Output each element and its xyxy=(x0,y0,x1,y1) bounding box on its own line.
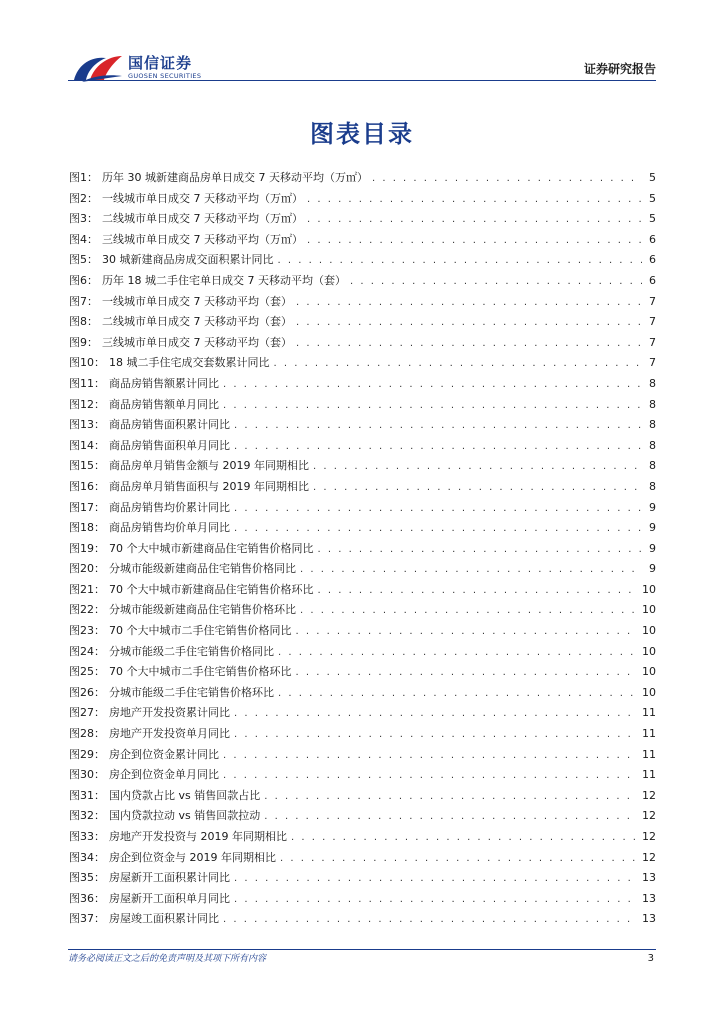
toc-entry-title: 二线城市单日成交 7 天移动平均（万㎡） xyxy=(102,212,303,226)
toc-entry-number: 图13： xyxy=(69,418,105,432)
toc-entry-title: 商品房销售均价累计同比 xyxy=(109,500,230,514)
toc-entry-page: 12 xyxy=(642,788,656,802)
toc-leader-dots xyxy=(307,210,642,231)
toc-entry[interactable] xyxy=(69,621,656,642)
toc-leader-dots xyxy=(264,787,638,808)
toc-entry[interactable] xyxy=(69,477,656,498)
toc-entry-page: 9 xyxy=(649,521,656,535)
toc-entry[interactable] xyxy=(69,642,656,663)
toc-entry-number: 图16： xyxy=(69,479,105,493)
toc-entry[interactable] xyxy=(69,209,656,230)
toc-entry-number: 图8： xyxy=(69,315,98,329)
toc-entry-number: 图22： xyxy=(69,603,105,617)
toc-entry[interactable] xyxy=(69,745,656,766)
toc-entry[interactable] xyxy=(69,848,656,869)
toc-entry[interactable] xyxy=(69,271,656,292)
toc-entry[interactable] xyxy=(69,374,656,395)
toc-entry-page: 8 xyxy=(649,479,656,493)
toc-entry-page: 9 xyxy=(649,500,656,514)
toc-entry-page: 9 xyxy=(649,541,656,555)
toc-entry[interactable] xyxy=(69,868,656,889)
toc-entry-page: 7 xyxy=(649,356,656,370)
toc-entry-title: 房地产开发投资单月同比 xyxy=(109,727,230,741)
toc-entry-page: 10 xyxy=(642,624,656,638)
toc-entry-page: 11 xyxy=(642,706,656,720)
toc-entry-number: 图34： xyxy=(69,850,105,864)
toc-leader-dots xyxy=(234,499,642,520)
toc-entry-title: 国内贷款拉动 vs 销售回款拉动 xyxy=(109,809,261,823)
toc-entry-title: 房地产开发投资与 2019 年同期相比 xyxy=(109,830,287,843)
toc-entry-number: 图12： xyxy=(69,397,105,411)
toc-entry-title: 二线城市单日成交 7 天移动平均（套） xyxy=(102,315,292,329)
toc-entry[interactable] xyxy=(69,786,656,807)
toc-leader-dots xyxy=(223,396,642,417)
toc-entry-title: 商品房销售额累计同比 xyxy=(109,376,219,390)
toc-entry-title: 房屋竣工面积累计同比 xyxy=(109,912,219,926)
toc-leader-dots xyxy=(296,622,639,643)
toc-entry-page: 12 xyxy=(642,809,656,823)
header-divider xyxy=(68,80,656,81)
toc-entry-page: 10 xyxy=(642,644,656,658)
toc-entry[interactable] xyxy=(69,312,656,333)
toc-entry-page: 8 xyxy=(649,397,656,411)
toc-entry-number: 图30： xyxy=(69,768,105,782)
toc-entry-page: 13 xyxy=(642,891,656,905)
toc-entry-page: 11 xyxy=(642,747,656,761)
toc-entry[interactable] xyxy=(69,559,656,580)
toc-leader-dots xyxy=(296,663,639,684)
toc-entry-number: 图15： xyxy=(69,459,105,473)
toc-entry[interactable] xyxy=(69,498,656,519)
page-header xyxy=(0,0,724,90)
toc-leader-dots xyxy=(318,540,643,561)
toc-entry[interactable] xyxy=(69,518,656,539)
toc-leader-dots xyxy=(313,457,642,478)
toc-entry-title: 商品房单月销售金额与 2019 年同期相比 xyxy=(109,459,309,473)
figure-list xyxy=(69,168,656,930)
toc-entry[interactable] xyxy=(69,889,656,910)
toc-entry-number: 图36： xyxy=(69,891,105,905)
toc-entry-number: 图19： xyxy=(69,541,105,555)
toc-entry-number: 图3： xyxy=(69,212,98,226)
toc-entry[interactable] xyxy=(69,909,656,930)
toc-leader-dots xyxy=(234,725,638,746)
toc-entry-number: 图25： xyxy=(69,665,105,679)
toc-entry-page: 6 xyxy=(649,232,656,246)
toc-entry-page: 9 xyxy=(649,562,656,576)
toc-entry-number: 图27： xyxy=(69,706,105,720)
toc-entry[interactable] xyxy=(69,456,656,477)
toc-entry-number: 图29： xyxy=(69,747,105,761)
toc-entry-title: 历年 30 城新建商品房单日成交 7 天移动平均（万㎡） xyxy=(102,171,368,184)
toc-entry-page: 8 xyxy=(649,438,656,452)
toc-entry-title: 18 城二手住宅成交套数累计同比 xyxy=(109,356,270,370)
toc-entry-page: 7 xyxy=(649,294,656,308)
toc-entry-number: 图33： xyxy=(69,830,105,843)
toc-leader-dots xyxy=(300,560,642,581)
toc-entry[interactable] xyxy=(69,230,656,251)
toc-leader-dots xyxy=(278,684,638,705)
report-type-label: 证券研究报告 xyxy=(583,62,656,76)
toc-entry-number: 图28： xyxy=(69,727,105,741)
toc-entry-title: 房企到位资金单月同比 xyxy=(109,768,219,782)
toc-entry-number: 图32： xyxy=(69,809,105,823)
logo-chinese-name: 国信证券 xyxy=(128,54,193,72)
toc-leader-dots xyxy=(234,437,642,458)
toc-entry[interactable] xyxy=(69,353,656,374)
toc-entry-number: 图14： xyxy=(69,438,105,452)
toc-entry-page: 8 xyxy=(649,376,656,390)
toc-entry[interactable] xyxy=(69,806,656,827)
toc-leader-dots xyxy=(278,251,643,272)
toc-entry-number: 图11： xyxy=(69,376,105,390)
toc-leader-dots xyxy=(223,910,638,931)
toc-entry[interactable] xyxy=(69,436,656,457)
toc-leader-dots xyxy=(300,601,638,622)
toc-entry-page: 12 xyxy=(642,850,656,864)
toc-entry-number: 图26： xyxy=(69,685,105,699)
toc-entry-page: 13 xyxy=(642,871,656,885)
page-title: 图表目录 xyxy=(310,120,414,148)
toc-entry[interactable] xyxy=(69,580,656,601)
toc-entry-title: 三线城市单日成交 7 天移动平均（套） xyxy=(102,335,292,349)
toc-entry-title: 国内贷款占比 vs 销售回款占比 xyxy=(109,788,261,802)
toc-entry-number: 图5： xyxy=(69,253,98,267)
toc-entry-number: 图21： xyxy=(69,582,105,596)
guosen-logo-icon xyxy=(72,50,124,84)
toc-entry-page: 13 xyxy=(642,912,656,926)
toc-entry-title: 商品房销售面积单月同比 xyxy=(109,438,230,452)
toc-entry[interactable] xyxy=(69,765,656,786)
toc-leader-dots xyxy=(264,807,638,828)
toc-entry-page: 6 xyxy=(649,273,656,287)
toc-entry-title: 70 个大中城市二手住宅销售价格同比 xyxy=(109,624,292,638)
toc-entry-page: 12 xyxy=(642,830,656,843)
toc-entry-number: 图17： xyxy=(69,500,105,514)
toc-entry-number: 图18： xyxy=(69,521,105,535)
toc-leader-dots xyxy=(223,375,642,396)
toc-entry[interactable] xyxy=(69,395,656,416)
toc-entry-title: 三线城市单日成交 7 天移动平均（万㎡） xyxy=(102,232,303,246)
toc-leader-dots xyxy=(296,313,642,334)
toc-leader-dots xyxy=(307,190,642,211)
toc-entry-number: 图6： xyxy=(69,273,98,287)
toc-entry-page: 5 xyxy=(649,171,656,184)
toc-entry-number: 图7： xyxy=(69,294,98,308)
toc-entry-page: 11 xyxy=(642,727,656,741)
toc-entry-page: 8 xyxy=(649,418,656,432)
toc-entry-page: 11 xyxy=(642,768,656,782)
toc-leader-dots xyxy=(274,354,643,375)
toc-leader-dots xyxy=(291,828,638,849)
toc-leader-dots xyxy=(307,231,642,252)
toc-entry-title: 商品房销售额单月同比 xyxy=(109,397,219,411)
toc-leader-dots xyxy=(234,704,638,725)
toc-entry-title: 70 个大中城市新建商品住宅销售价格环比 xyxy=(109,582,314,596)
toc-entry-page: 7 xyxy=(649,315,656,329)
toc-leader-dots xyxy=(350,272,642,293)
toc-entry-title: 商品房销售面积累计同比 xyxy=(109,418,230,432)
toc-entry-title: 房地产开发投资累计同比 xyxy=(109,706,230,720)
toc-entry[interactable] xyxy=(69,189,656,210)
toc-entry[interactable] xyxy=(69,662,656,683)
toc-entry[interactable] xyxy=(69,333,656,354)
toc-entry-number: 图1： xyxy=(69,171,98,184)
toc-entry-page: 10 xyxy=(642,665,656,679)
toc-entry-page: 6 xyxy=(649,253,656,267)
toc-leader-dots xyxy=(223,766,638,787)
toc-entry-title: 房屋新开工面积单月同比 xyxy=(109,891,230,905)
toc-leader-dots xyxy=(223,746,638,767)
toc-entry-number: 图4： xyxy=(69,232,98,246)
toc-entry-number: 图9： xyxy=(69,335,98,349)
toc-entry-title: 30 城新建商品房成交面积累计同比 xyxy=(102,253,274,267)
toc-entry[interactable] xyxy=(69,827,656,848)
toc-leader-dots xyxy=(234,869,638,890)
toc-entry-page: 5 xyxy=(649,212,656,226)
toc-entry-title: 分城市能级二手住宅销售价格同比 xyxy=(109,644,274,658)
toc-entry-page: 5 xyxy=(649,191,656,205)
toc-entry-number: 图24： xyxy=(69,644,105,658)
toc-entry-number: 图31： xyxy=(69,788,105,802)
toc-entry-number: 图37： xyxy=(69,912,105,926)
toc-entry-page: 10 xyxy=(642,582,656,596)
toc-leader-dots xyxy=(318,581,639,602)
toc-entry-number: 图20： xyxy=(69,562,105,576)
toc-leader-dots xyxy=(234,416,642,437)
toc-entry-title: 商品房销售均价单月同比 xyxy=(109,521,230,535)
toc-entry-title: 历年 18 城二手住宅单日成交 7 天移动平均（套） xyxy=(102,273,346,287)
toc-entry-title: 70 个大中城市二手住宅销售价格环比 xyxy=(109,665,292,679)
toc-entry[interactable] xyxy=(69,168,656,189)
toc-leader-dots xyxy=(278,643,638,664)
logo-english-name: GUOSEN SECURITIES xyxy=(128,72,202,80)
toc-entry-page: 10 xyxy=(642,685,656,699)
toc-leader-dots xyxy=(280,849,638,870)
page-number: 3 xyxy=(647,953,654,964)
toc-entry-title: 房屋新开工面积累计同比 xyxy=(109,871,230,885)
toc-entry-number: 图23： xyxy=(69,624,105,638)
toc-entry-number: 图10： xyxy=(69,356,105,370)
toc-entry-title: 一线城市单日成交 7 天移动平均（万㎡） xyxy=(102,191,303,205)
toc-entry-title: 70 个大中城市新建商品住宅销售价格同比 xyxy=(109,541,314,555)
toc-entry-title: 房企到位资金与 2019 年同期相比 xyxy=(109,850,276,864)
toc-leader-dots xyxy=(313,478,642,499)
toc-leader-dots xyxy=(234,519,642,540)
toc-leader-dots xyxy=(296,293,642,314)
toc-entry[interactable] xyxy=(69,292,656,313)
toc-leader-dots xyxy=(296,334,642,355)
toc-entry-number: 图2： xyxy=(69,191,98,205)
toc-entry-page: 8 xyxy=(649,459,656,473)
toc-entry-title: 商品房单月销售面积与 2019 年同期相比 xyxy=(109,479,309,493)
toc-entry-page: 7 xyxy=(649,335,656,349)
toc-entry-title: 分城市能级新建商品住宅销售价格环比 xyxy=(109,603,296,617)
toc-entry[interactable] xyxy=(69,703,656,724)
toc-entry[interactable] xyxy=(69,683,656,704)
toc-entry[interactable] xyxy=(69,600,656,621)
toc-leader-dots xyxy=(372,169,642,190)
toc-entry-title: 分城市能级新建商品住宅销售价格同比 xyxy=(109,562,296,576)
toc-entry[interactable] xyxy=(69,724,656,745)
toc-leader-dots xyxy=(234,890,638,911)
toc-entry-page: 10 xyxy=(642,603,656,617)
toc-entry[interactable] xyxy=(69,539,656,560)
toc-entry-number: 图35： xyxy=(69,871,105,885)
toc-entry[interactable] xyxy=(69,415,656,436)
toc-entry[interactable] xyxy=(69,250,656,271)
toc-entry-title: 一线城市单日成交 7 天移动平均（套） xyxy=(102,294,292,308)
toc-entry-title: 分城市能级二手住宅销售价格环比 xyxy=(109,685,274,699)
footer-divider xyxy=(68,949,656,950)
toc-entry-title: 房企到位资金累计同比 xyxy=(109,747,219,761)
footer-disclaimer: 请务必阅读正文之后的免责声明及其项下所有内容 xyxy=(68,954,267,964)
